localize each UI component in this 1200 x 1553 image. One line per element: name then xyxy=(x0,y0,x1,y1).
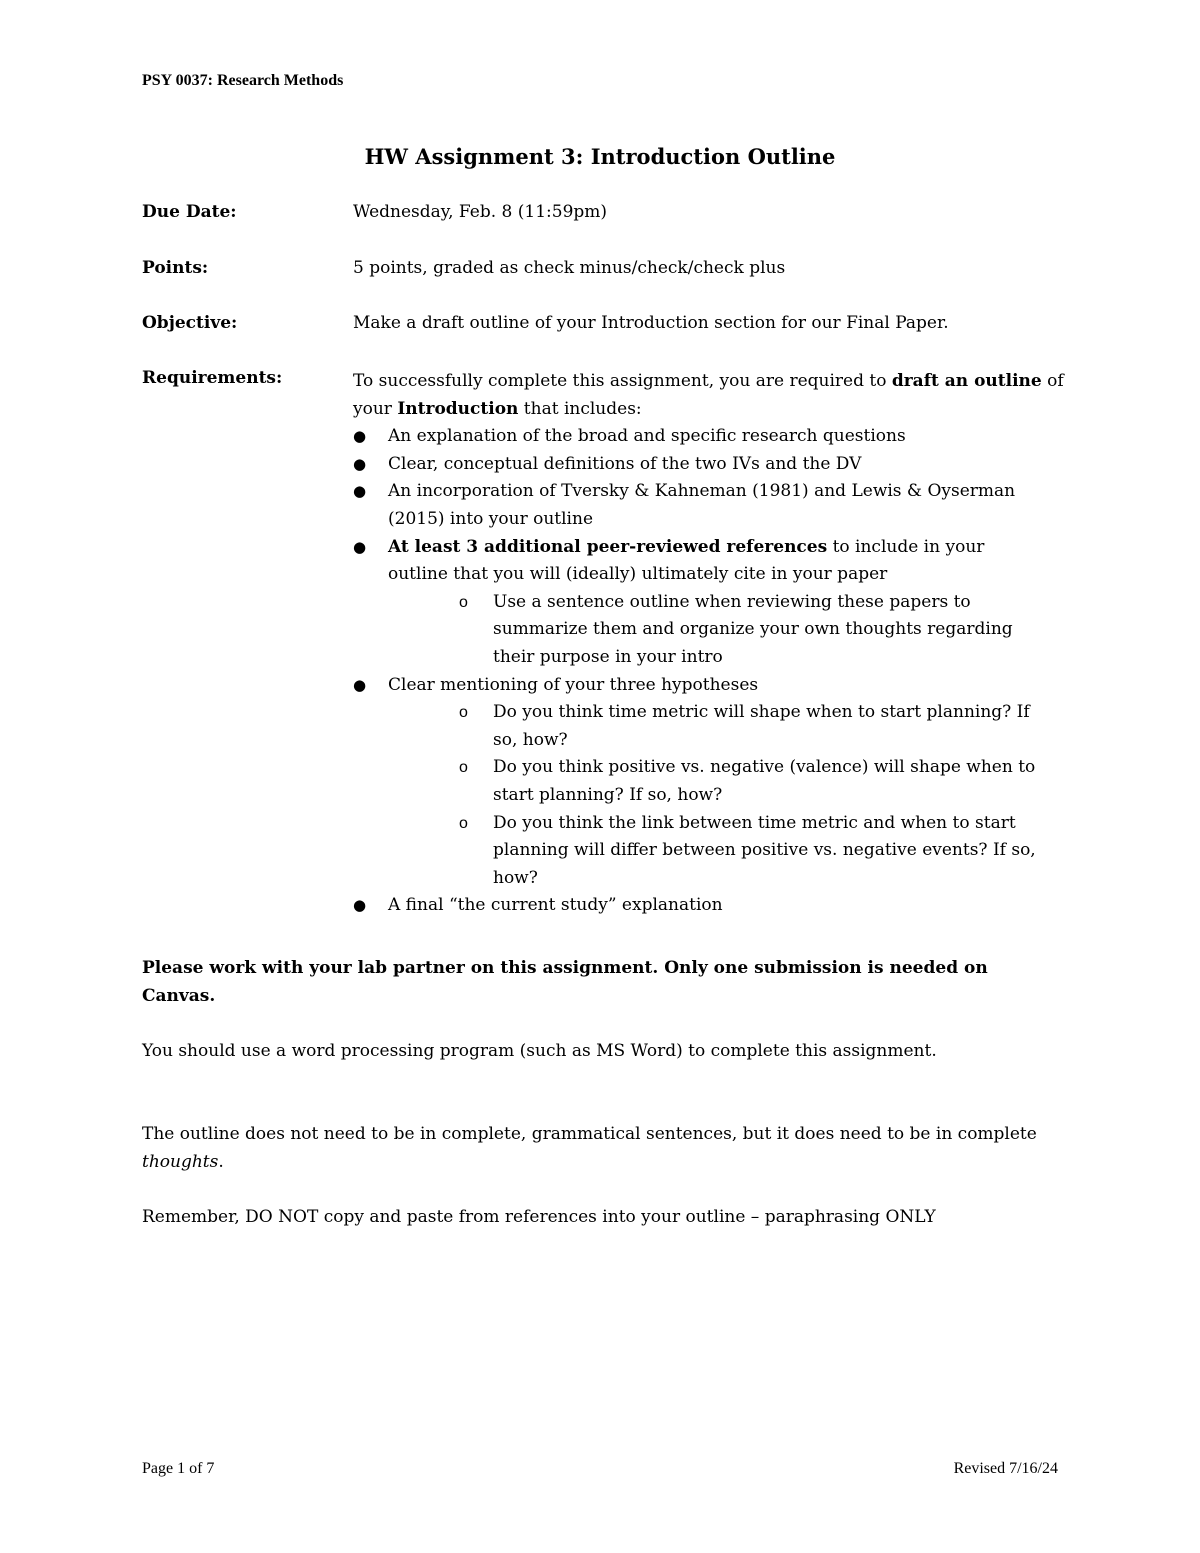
objective-value: Make a draft outline of your Introduction section for our Final Paper. xyxy=(353,313,949,333)
list-item-text: Clear mentioning of your three hypotheses xyxy=(388,674,759,695)
bullet-icon: ● xyxy=(353,427,367,446)
bullet-icon: ● xyxy=(353,896,367,915)
outline-note xyxy=(142,1121,1062,1176)
sub-list-item xyxy=(459,699,1053,754)
requirements-intro-bold-2: Introduction xyxy=(397,398,519,419)
sub-bullet-icon: o xyxy=(459,593,468,611)
revision-date: Revised 7/16/24 xyxy=(953,1460,1058,1477)
paraphrasing-note: Remember, DO NOT copy and paste from references into your outline – paraphrasing ONLY xyxy=(142,1207,936,1227)
list-item-text: An incorporation of Tversky & Kahneman (1981) and Lewis & Oyserman (2015) into your outline xyxy=(388,481,1016,529)
hypotheses-sub-list xyxy=(353,699,1073,892)
bullet-icon: ● xyxy=(353,537,367,556)
outline-note-period: . xyxy=(218,1151,224,1172)
references-sub-list xyxy=(353,589,1073,672)
list-item xyxy=(353,534,1028,589)
list-item-text: An explanation of the broad and specific research questions xyxy=(388,426,906,447)
sub-list-item-text: Do you think the link between time metric and when to start planning will differ between positive vs. negative events? If so, how? xyxy=(493,812,1036,888)
list-item-text: A final “the current study” explanation xyxy=(388,895,723,916)
list-item xyxy=(353,672,1028,700)
bullet-icon: ● xyxy=(353,675,367,694)
sub-bullet-icon: o xyxy=(459,704,468,722)
requirements-block xyxy=(353,368,1073,920)
points-value: 5 points, graded as check minus/check/check plus xyxy=(353,258,786,278)
requirements-list-final xyxy=(353,892,1073,920)
course-header: PSY 0037: Research Methods xyxy=(142,72,344,89)
word-processing-note: You should use a word processing program (such as MS Word) to complete this assignment. xyxy=(142,1041,937,1061)
requirements-intro-bold-1: draft an outline xyxy=(891,371,1042,391)
outline-note-text: The outline does not need to be in complete, grammatical sentences, but it does need to be in complete xyxy=(142,1124,1037,1144)
list-item xyxy=(353,423,1028,451)
lab-partner-note: Please work with your lab partner on this assignment. Only one submission is needed on Canvas. xyxy=(142,958,988,1006)
due-date-label: Due Date: xyxy=(142,202,237,222)
bullet-icon: ● xyxy=(353,482,367,501)
sub-list-item xyxy=(459,810,1053,893)
sub-bullet-icon: o xyxy=(459,759,468,777)
sub-list-item xyxy=(459,589,1053,672)
sub-list-item-text: Do you think positive vs. negative (valence) will shape when to start planning? If so, how? xyxy=(493,757,1036,805)
sub-list-item-text: Use a sentence outline when reviewing these papers to summarize them and organize your own thoughts regarding their purpose in your intro xyxy=(493,591,1013,667)
page-title: HW Assignment 3: Introduction Outline xyxy=(364,144,836,169)
requirements-label: Requirements: xyxy=(142,368,283,388)
list-item-text: Clear, conceptual definitions of the two IVs and the DV xyxy=(388,453,862,474)
objective-label: Objective: xyxy=(142,313,238,333)
requirements-intro-text-2: of your xyxy=(353,371,1064,419)
sub-list-item-text: Do you think time metric will shape when to start planning? If so, how? xyxy=(493,702,1030,750)
due-date-value: Wednesday, Feb. 8 (11:59pm) xyxy=(353,202,608,222)
outline-note-italic: thoughts xyxy=(142,1151,219,1172)
page-number: Page 1 of 7 xyxy=(142,1460,215,1477)
requirements-intro-text-3: that includes: xyxy=(518,398,642,419)
list-item xyxy=(353,478,1028,533)
requirements-intro-text-1: To successfully complete this assignment, you are required to xyxy=(353,371,892,391)
list-item-bold-text: At least 3 additional peer-reviewed references xyxy=(388,536,828,557)
points-label: Points: xyxy=(142,258,209,278)
list-item xyxy=(353,451,1028,479)
list-item xyxy=(353,892,1028,920)
requirements-intro xyxy=(353,368,1073,423)
requirements-list xyxy=(353,423,1073,589)
requirements-list-continued xyxy=(353,672,1073,700)
bullet-icon: ● xyxy=(353,454,367,473)
sub-bullet-icon: o xyxy=(459,814,468,832)
list-item-text: to include in your outline that you will (ideally) ultimately cite in your paper xyxy=(388,536,985,585)
sub-list-item xyxy=(459,754,1053,809)
